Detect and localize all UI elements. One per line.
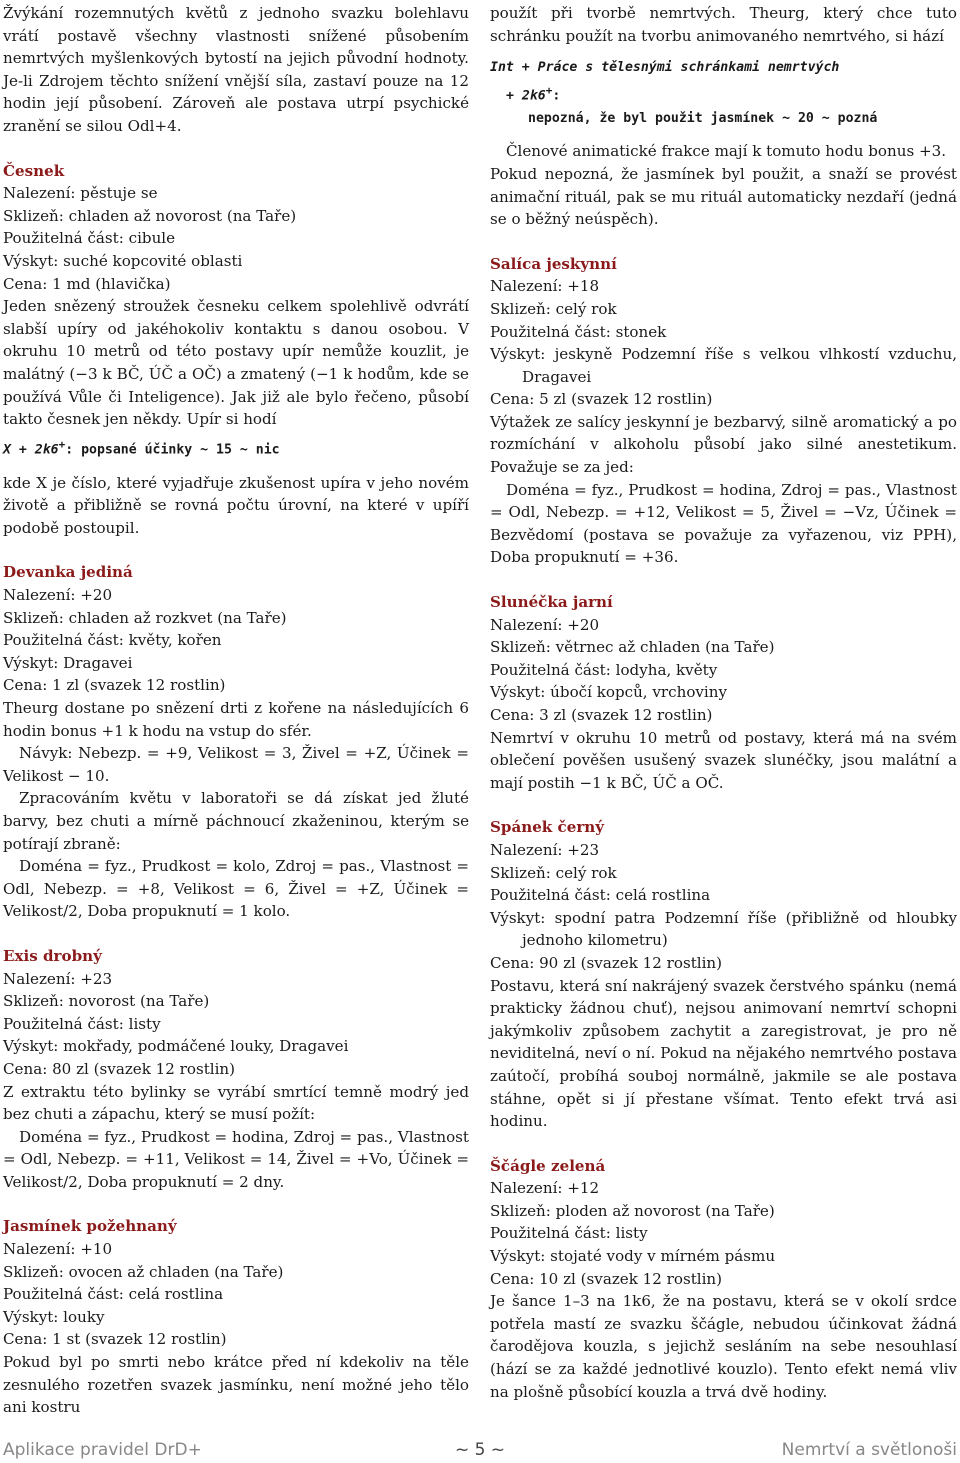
entry-vyskyt: Výskyt: spodní patra Podzemní říše (přibližně od hloubky jednoho kilometru) bbox=[490, 908, 957, 950]
page-number: ~ 5 ~ bbox=[454, 1440, 506, 1460]
entry-vyskyt: Výskyt: louky bbox=[3, 1307, 105, 1326]
entry-cast: Použitelná část: stonek bbox=[490, 322, 667, 341]
entry-nalezeni: Nalezení: +23 bbox=[3, 969, 113, 988]
formula-line-3: nepozná, že byl použit jasmínek ~ 20 ~ pozná bbox=[528, 110, 878, 126]
entry-text: Jeden snězený stroužek česneku celkem spolehlivě odvrátí slabší upíry od jakéhokoliv kontaktu s danou osobou. V okruhu 10 metrů od této postavy upír nemůže kouzlit, je malátný (−3 k BČ, ÚČ a OČ) a zmatený (−1 k hodům, kde se používá Vůle či Inteligence). Jak již ale bylo řečeno, působí takto česnek jen někdy. Upír si hodí bbox=[3, 297, 469, 429]
entry-vyskyt: Výskyt: suché kopcovité oblasti bbox=[3, 251, 243, 270]
entry-cesnek bbox=[3, 160, 469, 540]
left-column bbox=[3, 2, 469, 1419]
continued-paragraph: použít při tvorbě nemrtvých. Theurg, který chce tuto schránku použít na tvorbu animovaného nemrtvého, si hází bbox=[490, 4, 957, 45]
entry-sklizen: Sklizeň: celý rok bbox=[490, 299, 617, 318]
entry-title: Slunéčka jarní bbox=[490, 593, 613, 612]
entry-sklizen: Sklizeň: ploden až novorost (na Taře) bbox=[490, 1201, 775, 1220]
entry-salica bbox=[490, 253, 957, 569]
entry-sluneecka bbox=[490, 591, 957, 794]
entry-cast: Použitelná část: květy, kořen bbox=[3, 631, 222, 650]
entry-cast: Použitelná část: celá rostlina bbox=[490, 886, 711, 905]
after-formula-2: Pokud nepozná, že jasmínek byl použit, a snaží se provést animační rituál, pak se mu rituál automaticky nezdaří (jedná se o běžný neúspěch). bbox=[490, 164, 957, 229]
entry-title: Devanka jediná bbox=[3, 563, 133, 582]
entry-navyk: Návyk: Nebezp. = +9, Velikost = 3, Živel = +Z, Účinek = Velikost − 10. bbox=[3, 744, 469, 785]
entry-sklizen: Sklizeň: ovocen až chladen (na Taře) bbox=[3, 1262, 284, 1281]
entry-nalezeni: Nalezení: +10 bbox=[3, 1240, 113, 1259]
intro-paragraph: Žvýkání rozemnutých květů z jednoho svazku bolehlavu vrátí postavě všechny vlastnosti snížené působením nemrtvých myšlenkových bytostí na jejich původní hodnoty. Je-li Zdrojem těchto snížení vnější síla, zastaví pouze na 12 hodin její působení. Zároveň ale postava utrpí psychické zranění se silou Odl+4. bbox=[3, 4, 469, 135]
entry-vyskyt: Výskyt: jeskyně Podzemní říše s velkou vlhkostí vzduchu, Dragavei bbox=[490, 345, 957, 386]
entry-nalezeni: Nalezení: pěstuje se bbox=[3, 184, 158, 203]
entry-nalezeni: Nalezení: +20 bbox=[490, 615, 600, 634]
formula-var: X + 2k6 bbox=[3, 442, 59, 458]
entry-title: Exis drobný bbox=[3, 946, 102, 965]
entry-cena: Cena: 80 zl (svazek 12 rostlin) bbox=[3, 1059, 236, 1078]
entry-title: Spánek černý bbox=[490, 818, 605, 837]
entry-nalezeni: Nalezení: +20 bbox=[3, 586, 113, 605]
entry-domena: Doména = fyz., Prudkost = hodina, Zdroj = pas., Vlastnost = Odl, Nebezp. = +12, Velikost = 5, Živel = −Vz, Účinek = Bezvědomí (postava se považuje za vyřazenou, viz PPH), Doba propuknutí = +36. bbox=[490, 480, 957, 567]
entry-cast: Použitelná část: listy bbox=[490, 1224, 648, 1243]
entry-sklizen: Sklizeň: větrnec až chladen (na Taře) bbox=[490, 638, 775, 657]
formula-line-2-text: + 2k6 bbox=[506, 88, 546, 104]
formula-line-2 bbox=[490, 80, 957, 108]
formula-line-1 bbox=[490, 57, 957, 80]
entry-nalezeni: Nalezení: +23 bbox=[490, 840, 600, 859]
entry-sklizen: Sklizeň: novorost (na Taře) bbox=[3, 992, 210, 1011]
right-column bbox=[490, 2, 957, 1403]
entry-sklizen: Sklizeň: celý rok bbox=[490, 863, 617, 882]
entry-after: kde X je číslo, které vyjadřuje zkušenost upíra v jeho novém životě a přibližně se rovná počtu úrovní, na které v upíří podobě postoupil. bbox=[3, 473, 469, 537]
entry-title: Salíca jeskynní bbox=[490, 254, 617, 273]
entry-scagle bbox=[490, 1155, 957, 1404]
entry-text: Pokud byl po smrti nebo krátce před ní kdekoliv na těle zesnulého rozetřen svazek jasmínku, není možné jeho tělo ani kostru bbox=[3, 1353, 469, 1417]
formula bbox=[3, 434, 469, 462]
entry-title: Ščágle zelená bbox=[490, 1156, 606, 1175]
formula-line-2-colon: : bbox=[552, 88, 561, 104]
entry-text: Postavu, která sní nakrájený svazek čerstvého spánku (nemá prakticky žádnou chuť), nejsou animovaní nemrtví schopni jakýmkoliv způsobem zachytit a zaregistrovat, je pro ně neviditelná, neví o ní. Pokud na nějakého nemrtvého postava zaútočí, probíhá souboj normálně, jakmile se ale postava stáhne, opět si jí přestane všímat. Tento efekt trvá asi hodinu. bbox=[490, 976, 957, 1131]
entry-title: Česnek bbox=[3, 161, 65, 180]
entry-exis bbox=[3, 945, 469, 1194]
entry-nalezeni: Nalezení: +12 bbox=[490, 1179, 600, 1198]
entry-cast: Použitelná část: cibule bbox=[3, 229, 176, 248]
formula-sup: + bbox=[58, 437, 66, 451]
entry-domena: Doména = fyz., Prudkost = kolo, Zdroj = pas., Vlastnost = Odl, Nebezp. = +8, Velikost = 6, Živel = +Z, Účinek = Velikost/2, Doba propuknutí = 1 kolo. bbox=[3, 857, 469, 921]
footer-book-title: Aplikace pravidel DrD+ bbox=[3, 1440, 202, 1460]
entry-vyskyt: Výskyt: mokřady, podmáčené louky, Dragavei bbox=[3, 1037, 349, 1056]
entry-text: Je šance 1–3 na 1k6, že na postavu, která se v okolí srdce potřela mastí ze svazku ščágle, nebudou účinkovat žádná čarodějova kouzla, s jejichž sesláním na sebe nesouhlasí (hází se za každé jednotlivé kouzlo). Tento efekt nemá vliv na plošně působící kouzla a trvá dvě hodiny. bbox=[490, 1292, 957, 1401]
entry-sklizen: Sklizeň: chladen až novorost (na Taře) bbox=[3, 206, 297, 225]
entry-vyskyt: Výskyt: stojaté vody v mírném pásmu bbox=[490, 1247, 776, 1266]
entry-title: Jasmínek požehnaný bbox=[3, 1217, 177, 1236]
entry-cena: Cena: 1 zl (svazek 12 rostlin) bbox=[3, 676, 226, 695]
entry-text2: Zpracováním květu v laboratoři se dá získat jed žluté barvy, bez chuti a mírně páchnoucí zkaženinou, kterým se potírají zbraně: bbox=[3, 789, 469, 853]
formula-line-1-text: Int + Práce s tělesnými schránkami nemrtvých bbox=[490, 60, 840, 76]
entry-jasminek bbox=[3, 1215, 469, 1418]
entry-cast: Použitelná část: celá rostlina bbox=[3, 1285, 224, 1304]
formula-rest: : popsané účinky ~ 15 ~ nic bbox=[65, 442, 280, 458]
entry-devanka bbox=[3, 561, 469, 923]
entry-cena: Cena: 10 zl (svazek 12 rostlin) bbox=[490, 1269, 723, 1288]
entry-sklizen: Sklizeň: chladen až rozkvet (na Taře) bbox=[3, 608, 287, 627]
entry-nalezeni: Nalezení: +18 bbox=[490, 277, 600, 296]
entry-text: Nemrtví v okruhu 10 metrů od postavy, která má na svém oblečení pověšen usušený svazek slunéčky, jsou malátní a mají postih −1 k BČ, ÚČ a OČ. bbox=[490, 728, 957, 792]
entry-text: Výtažek ze salícy jeskynní je bezbarvý, silně aromatický a po rozmíchání v alkoholu působí jako silné anestetikum. Považuje se za jed: bbox=[490, 412, 957, 477]
formula-line-2-sup: + bbox=[545, 83, 553, 97]
entry-cena: Cena: 1 st (svazek 12 rostlin) bbox=[3, 1330, 227, 1349]
entry-domena: Doména = fyz., Prudkost = hodina, Zdroj = pas., Vlastnost = Odl, Nebezp. = +11, Velikost = 14, Živel = +Vo, Účinek = Velikost/2, Doba propuknutí = 2 dny. bbox=[3, 1127, 469, 1191]
entry-cena: Cena: 1 md (hlavička) bbox=[3, 274, 171, 293]
entry-cast: Použitelná část: listy bbox=[3, 1014, 161, 1033]
entry-vyskyt: Výskyt: Dragavei bbox=[3, 653, 133, 672]
after-formula-1: Členové animatické frakce mají k tomuto hodu bonus +3. bbox=[506, 142, 947, 161]
entry-text: Theurg dostane po snězení drti z kořene na následujících 6 hodin bonus +1 k hodu na vstup do sfér. bbox=[3, 699, 469, 740]
entry-cena: Cena: 90 zl (svazek 12 rostlin) bbox=[490, 953, 723, 972]
entry-cena: Cena: 3 zl (svazek 12 rostlin) bbox=[490, 706, 713, 725]
entry-spanek bbox=[490, 816, 957, 1132]
page-footer bbox=[3, 1440, 957, 1462]
entry-cena: Cena: 5 zl (svazek 12 rostlin) bbox=[490, 390, 713, 409]
entry-vyskyt: Výskyt: úbočí kopců, vrchoviny bbox=[490, 683, 728, 702]
footer-chapter-title: Nemrtví a světlonoši bbox=[781, 1440, 957, 1460]
entry-text: Z extraktu této bylinky se vyrábí smrtící temně modrý jed bez chuti a zápachu, který se musí požít: bbox=[3, 1082, 469, 1124]
entry-cast: Použitelná část: lodyha, květy bbox=[490, 660, 718, 679]
